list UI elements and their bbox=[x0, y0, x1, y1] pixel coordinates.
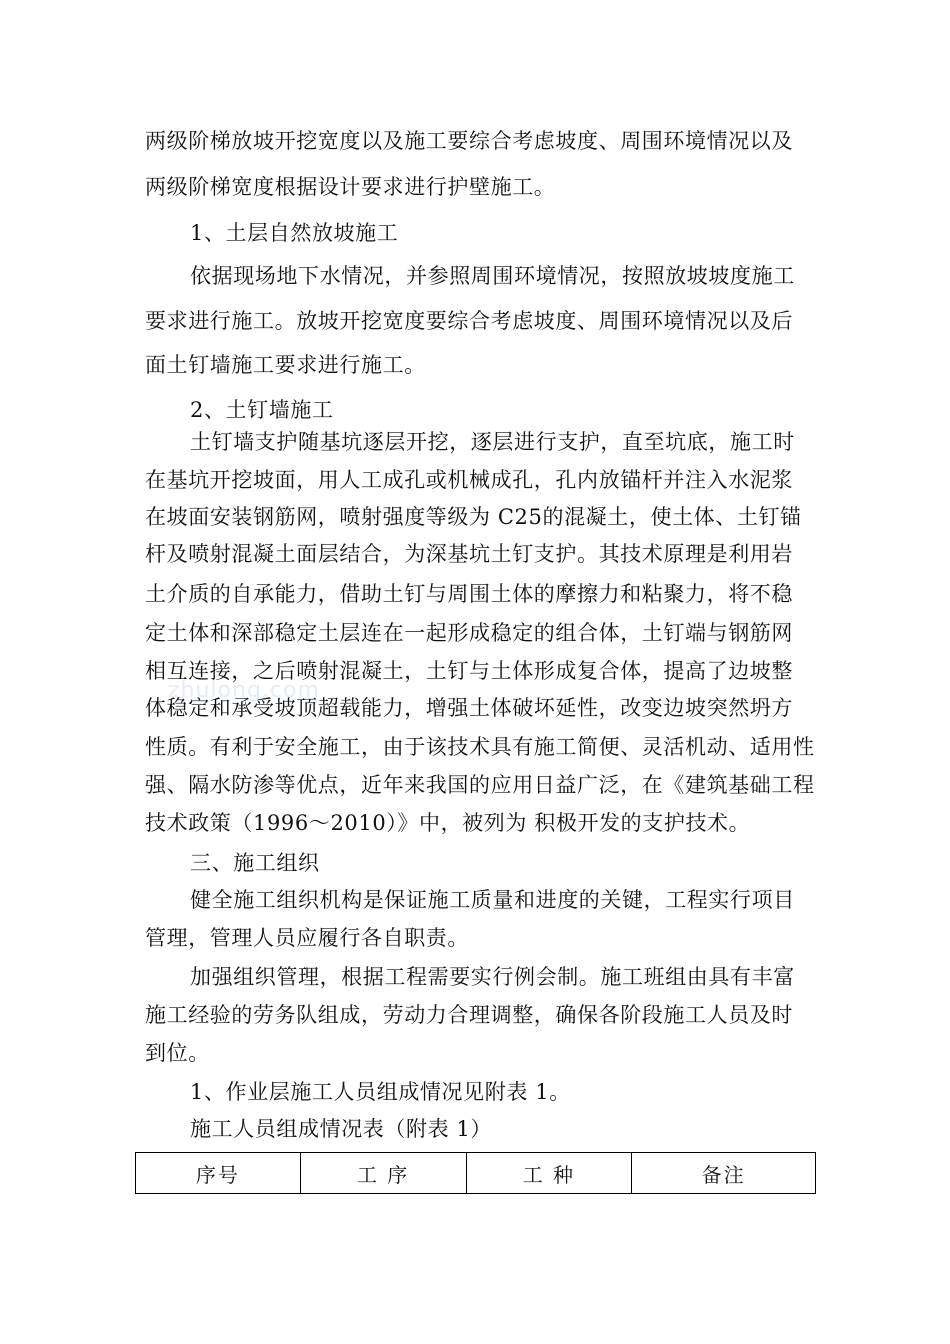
text-line: 施工经验的劳务队组成，劳动力合理调整，确保各阶段施工人员及时 bbox=[145, 1003, 793, 1027]
text-line: 强、隔水防渗等优点，近年来我国的应用日益广泛，在《建筑基础工程 bbox=[145, 773, 815, 797]
text-line: 技术政策（1996～2010）》中，被列为 积极开发的支护技术。 bbox=[145, 811, 751, 835]
section-heading: 三、施工组织 bbox=[190, 851, 320, 875]
table-caption: 施工人员组成情况表（附表 1） bbox=[190, 1117, 493, 1141]
table-header-row bbox=[136, 1153, 816, 1194]
text-line: 体稳定和承受坡顶超载能力，增强土体破坏延性，改变边坡突然坍方 bbox=[145, 696, 793, 720]
text-line: 管理，管理人员应履行各自职责。 bbox=[145, 926, 469, 950]
text-line: 依据现场地下水情况，并参照周围环境情况，按照放坡坡度施工 bbox=[190, 264, 795, 288]
staff-composition-table bbox=[135, 1152, 816, 1194]
watermark: zhulong.com bbox=[168, 678, 320, 703]
text-line: 土钉墙支护随基坑逐层开挖，逐层进行支护，直至坑底，施工时 bbox=[190, 430, 795, 454]
text-line: 健全施工组织机构是保证施工质量和进度的关键，工程实行项目 bbox=[190, 888, 795, 912]
text-line: 加强组织管理，根据工程需要实行例会制。施工班组由具有丰富 bbox=[190, 965, 795, 989]
text-line: 定土体和深部稳定土层连在一起形成稳定的组合体，土钉端与钢筋网 bbox=[145, 621, 793, 645]
text-line: 性质。有利于安全施工，由于该技术具有施工简便、灵活机动、适用性 bbox=[145, 735, 815, 759]
text-line: 土介质的自承能力，借助土钉与周围土体的摩擦力和粘聚力，将不稳 bbox=[145, 582, 793, 606]
text-line: 在坡面安装钢筋网，喷射强度等级为 C25的混凝土，使土体、土钉锚 bbox=[145, 505, 802, 529]
section-heading: 2、土钉墙施工 bbox=[190, 398, 334, 422]
column-header-trade: 工 种 bbox=[466, 1153, 632, 1194]
text-line: 两级阶梯放坡开挖宽度以及施工要综合考虑坡度、周围环境情况以及 bbox=[145, 129, 793, 153]
column-header-remarks: 备注 bbox=[632, 1153, 816, 1194]
column-header-process: 工 序 bbox=[300, 1153, 466, 1194]
text-line: 要求进行施工。放坡开挖宽度要综合考虑坡度、周围环境情况以及后 bbox=[145, 309, 793, 333]
text-line: 到位。 bbox=[145, 1041, 210, 1065]
text-line: 相互连接，之后喷射混凝土，土钉与土体形成复合体，提高了边坡整 bbox=[145, 659, 793, 683]
text-line: 杆及喷射混凝土面层结合，为深基坑土钉支护。其技术原理是利用岩 bbox=[145, 542, 793, 566]
section-heading: 1、土层自然放坡施工 bbox=[190, 221, 399, 245]
text-line: 在基坑开挖坡面，用人工成孔或机械成孔，孔内放锚杆并注入水泥浆 bbox=[145, 468, 793, 492]
text-line: 1、作业层施工人员组成情况见附表 1。 bbox=[190, 1080, 571, 1104]
column-header-index: 序号 bbox=[136, 1153, 301, 1194]
text-line: 面土钉墙施工要求进行施工。 bbox=[145, 353, 426, 377]
text-line: 两级阶梯宽度根据设计要求进行护壁施工。 bbox=[145, 175, 556, 199]
